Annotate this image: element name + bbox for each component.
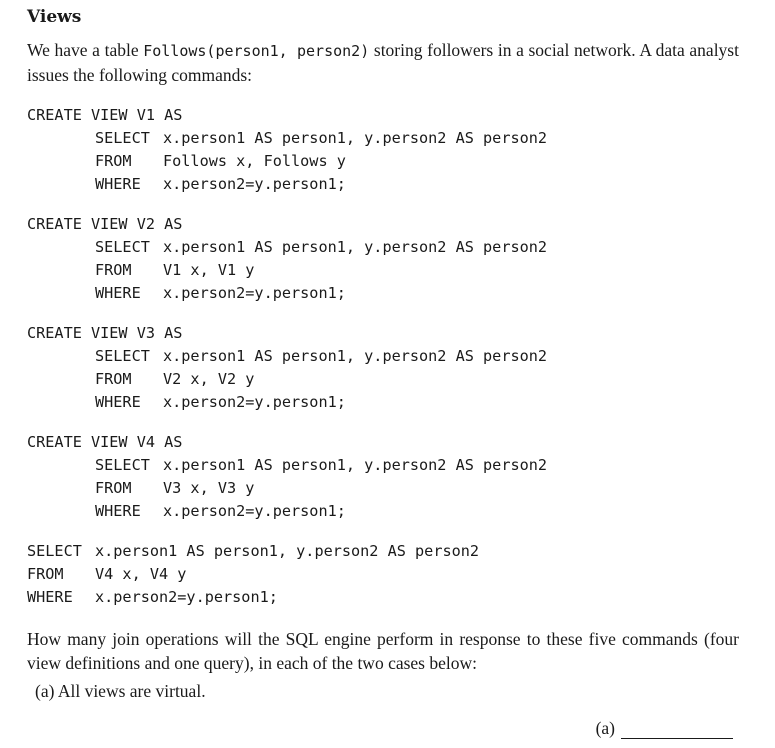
from-keyword: FROM [27, 565, 64, 583]
where-expression: x.person2=y.person1; [163, 284, 346, 302]
select-line [27, 345, 739, 368]
intro-table-schema: Follows(person1, person2) [143, 42, 370, 60]
select-expression: x.person1 AS person1, y.person2 AS person2 [163, 129, 548, 147]
select-keyword: SELECT [95, 456, 150, 474]
from-line [27, 368, 739, 391]
section-title: Views [27, 7, 82, 27]
where-line [27, 586, 739, 609]
select-keyword: SELECT [95, 238, 150, 256]
answer-a-blank[interactable] [621, 720, 733, 739]
view-definition-v4 [27, 431, 739, 523]
document-page [27, 6, 739, 703]
intro-text-before: We have a table [27, 40, 144, 60]
select-expression: x.person1 AS person1, y.person2 AS person2 [163, 456, 548, 474]
where-keyword: WHERE [95, 175, 141, 193]
where-expression: x.person2=y.person1; [163, 393, 346, 411]
where-expression: x.person2=y.person1; [163, 502, 346, 520]
create-view-line: CREATE VIEW V3 AS [27, 324, 183, 342]
create-view-line: CREATE VIEW V4 AS [27, 433, 183, 451]
from-expression: Follows x, Follows y [163, 152, 346, 170]
select-expression: x.person1 AS person1, y.person2 AS person2 [95, 542, 480, 560]
where-expression: x.person2=y.person1; [95, 588, 278, 606]
view-definition-v1 [27, 104, 739, 196]
where-expression: x.person2=y.person1; [163, 175, 346, 193]
view-definition-v3 [27, 322, 739, 414]
select-keyword: SELECT [95, 129, 150, 147]
where-line [27, 500, 739, 523]
question-paragraph: How many join operations will the SQL engine perform in response to these five commands (four view definitions and one query), in each of the two cases below: [27, 629, 739, 673]
intro-paragraph [27, 38, 739, 87]
from-line [27, 477, 739, 500]
where-keyword: WHERE [27, 588, 73, 606]
where-line [27, 282, 739, 305]
from-line [27, 259, 739, 282]
intro-text-after: storing followers in a social network. A data analyst issues the following commands: [27, 40, 739, 85]
select-line [27, 454, 739, 477]
create-view-line: CREATE VIEW V2 AS [27, 215, 183, 233]
select-line [27, 540, 739, 563]
from-line [27, 150, 739, 173]
view-definition-v2 [27, 213, 739, 305]
from-keyword: FROM [95, 479, 132, 497]
where-line [27, 391, 739, 414]
from-expression: V2 x, V2 y [163, 370, 255, 388]
select-keyword: SELECT [95, 347, 150, 365]
from-keyword: FROM [95, 261, 132, 279]
from-keyword: FROM [95, 370, 132, 388]
from-line [27, 563, 739, 586]
where-keyword: WHERE [95, 284, 141, 302]
from-keyword: FROM [95, 152, 132, 170]
create-view-line: CREATE VIEW V1 AS [27, 106, 183, 124]
where-line [27, 173, 739, 196]
from-expression: V4 x, V4 y [95, 565, 187, 583]
select-expression: x.person1 AS person1, y.person2 AS person2 [163, 347, 548, 365]
where-keyword: WHERE [95, 502, 141, 520]
where-keyword: WHERE [95, 393, 141, 411]
from-expression: V3 x, V3 y [163, 479, 255, 497]
answer-a-label: (a) [595, 718, 615, 738]
select-line [27, 236, 739, 259]
select-keyword: SELECT [27, 542, 82, 560]
from-expression: V1 x, V1 y [163, 261, 255, 279]
select-line [27, 127, 739, 150]
final-query [27, 540, 739, 609]
subquestion-a: (a) All views are virtual. [35, 681, 206, 701]
answer-a [596, 718, 733, 739]
select-expression: x.person1 AS person1, y.person2 AS person2 [163, 238, 548, 256]
